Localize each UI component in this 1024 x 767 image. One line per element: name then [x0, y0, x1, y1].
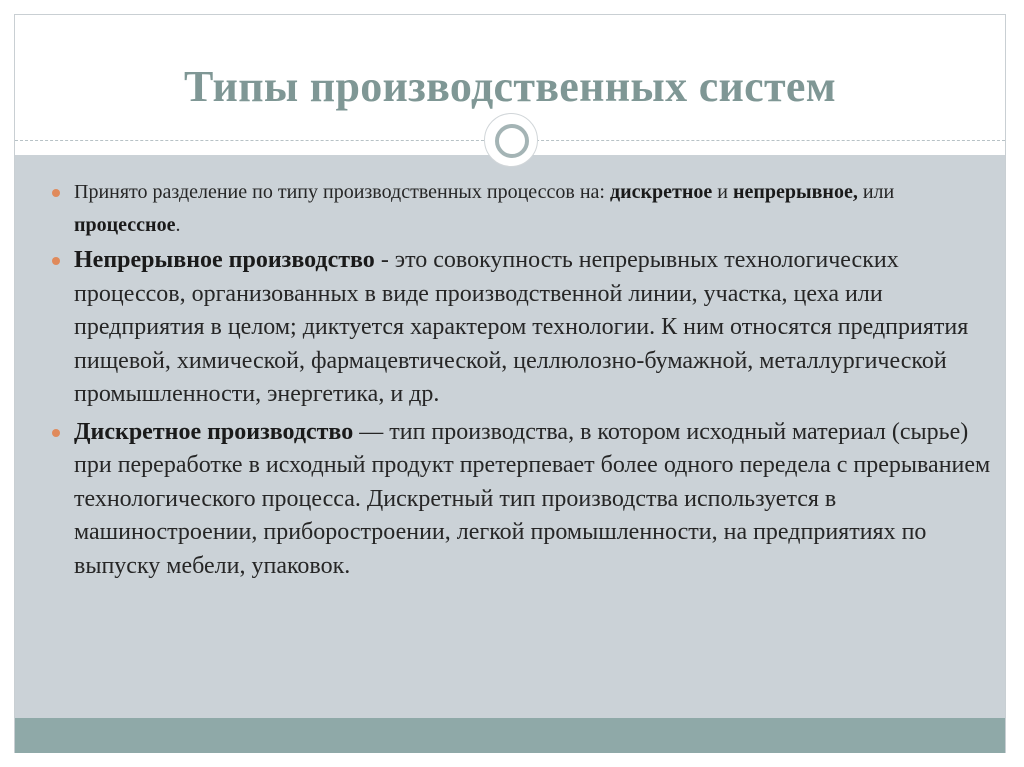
bullet-dot-icon: [52, 189, 60, 197]
bullet-list: [52, 176, 992, 587]
text-run: .: [175, 214, 181, 236]
bullet-text: [74, 419, 990, 579]
text-run: - это совокупность непрерывных технологических процессов, организованных в виде производственной линии, участка, цеха или предприятия в целом; диктуется характером технологии. К ним относятся предприятия пищевой, химической, фармацевтической, целлюлозно-бумажной, металлургической промышленности, энергетика, и др.: [74, 247, 969, 407]
bold-run: непрерывное,: [732, 181, 858, 203]
bullet-item: [52, 416, 992, 584]
bullet-item: [52, 244, 992, 412]
bold-run: дискретное: [609, 181, 713, 203]
bold-run: процессное: [74, 214, 176, 236]
circle-ornament-icon: [484, 113, 538, 167]
bold-run: Непрерывное производство: [74, 247, 375, 273]
text-run: и: [712, 181, 733, 203]
bullet-item: [52, 176, 992, 242]
bullet-dot-icon: [52, 429, 60, 437]
bottom-band: [15, 718, 1005, 753]
bullet-text: [74, 181, 894, 236]
bullet-dot-icon: [52, 257, 60, 265]
ring-icon: [495, 124, 529, 158]
text-run: — тип производства, в котором исходный материал (сырье) при переработке в исходный продукт претерпевает более одного передела с прерыванием технологического процесса. Дискретный тип производства используется в машиностроении, приборостроении, легкой промышленности, на предприятиях по выпуску мебели, упаковок.: [74, 418, 991, 579]
bullet-text: [74, 247, 968, 407]
slide-title: Типы производственных систем: [183, 62, 837, 111]
text-run: Принято разделение по типу производственных процессов на:: [74, 181, 610, 203]
text-run: или: [857, 181, 895, 203]
bold-run: Дискретное производство: [74, 418, 354, 445]
